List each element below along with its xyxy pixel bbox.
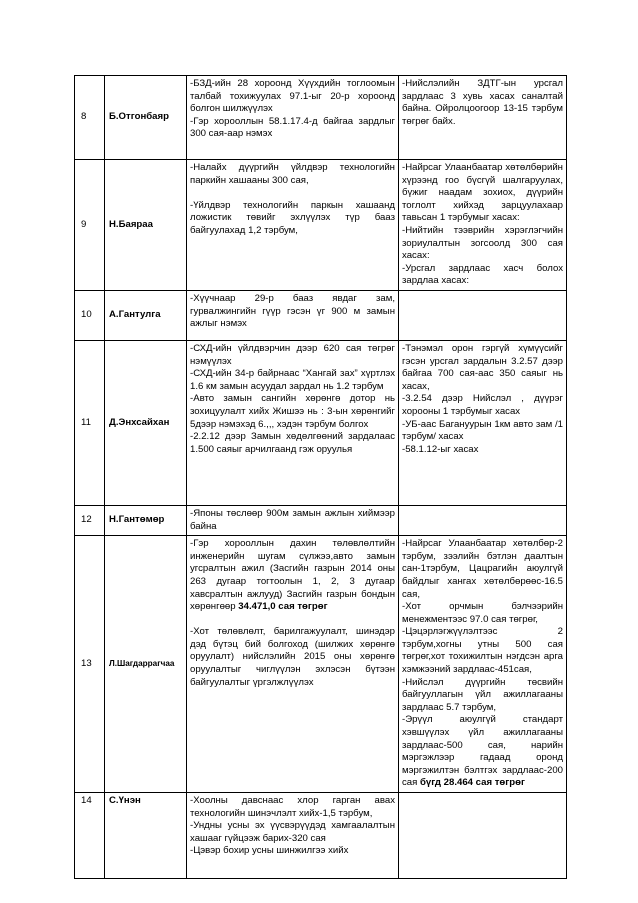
proposal-line: -БЗД-ийн 28 хороонд Хүүхдийн тоглоомын талбай тохижуулах 97.1-ыг 20-р хороонд болгон шилжүүлэх — [190, 78, 395, 115]
proposal-line — [190, 538, 395, 614]
proposal-line: -58.1.12-ыг хасах — [402, 443, 479, 455]
proposal-line: -Налайх дүүргийн үйлдвэр технологийн паркийн хашааны 300 сая, — [190, 162, 395, 186]
proposal-line: -Ундны усны эх үүсвэрүүдэд хамгаалалтын хашааг гүйцээж барих-320 сая — [190, 820, 395, 844]
proposal-add-cell — [187, 505, 399, 535]
proposal-line: -УБ-аас Багануурын 1км авто зам /1 тэрбум/ хасах — [402, 418, 563, 443]
row-number: 11 — [75, 340, 105, 505]
row-number: 10 — [75, 290, 105, 340]
proposal-line: -Найрсаг Улаанбаатар хөтөлбөр-2 тэрбум, зээлийн бэтлэн даалтын сан-1тэрбум, Цацрагийн аюулгүй байдлыг хангах хөтөлбөрөөс-16.5 сая, — [402, 538, 563, 600]
proposal-line: -Авто замын сангийн хөрөнгө дотор нь зохицуулалт хийх Жишээ нь : 3-ын хөрөнгийг 5дээр нэмэхэд 6.,,, хэдэн тэрбум болгох — [190, 393, 395, 430]
proposal-cut-cell — [399, 340, 567, 505]
proposal-cut-cell — [399, 290, 567, 340]
proposal-line: -Японы төслөөр 900м замын ажлын хиймээр байна — [190, 507, 395, 532]
proposal-add-cell — [187, 536, 399, 793]
total-amount: бүгд 28.464 сая төгрөг — [420, 777, 525, 789]
proposal-line: -Нийтийн тээврийн хэрэглэгчийн зориулалтын зогсоолд 300 сая хасах: — [402, 224, 563, 262]
proposal-cut-cell — [399, 793, 567, 879]
proposal-add-cell — [187, 76, 399, 160]
table-row — [75, 793, 567, 879]
proposal-add-cell — [187, 160, 399, 291]
proposal-add-cell — [187, 793, 399, 879]
proposal-line: -Үйлдвэр технологийн паркын хашаанд ложистик төвийг эхлүүлэх түр бааз байгуулахад 1,2 тэрбум, — [190, 199, 395, 236]
bond-amount: 34.471,0 сая төгрөг — [238, 601, 328, 613]
proposal-line: -3.2.54 дээр Нийслэл , дүүрэг хорооны 1 тэрбумыг хасах — [402, 393, 563, 417]
blank-line — [190, 187, 395, 200]
proposal-line: -Хот орчмын бэлчээрийн менежментээс 97.0 сая төгрөг, — [402, 601, 563, 625]
table-row — [75, 505, 567, 535]
proposal-line: -Урсгал зардлаас хасч болох зардлаа хасах: — [402, 262, 563, 287]
proposal-line: -Тэнэмэл орон гэргүй хүмүүсийг гэсэн урсгал зардалын 3.2.57 дээр байгаа 700 сая-аас 350 саяыг нь хасах, — [402, 342, 563, 392]
row-number: 14 — [75, 793, 105, 879]
proposal-add-cell — [187, 340, 399, 505]
member-name: Н.Баяраа — [105, 160, 187, 291]
proposal-line: -Нийслэлийн ЗДТГ-ын урсгал зардлаас 3 хувь хасах саналтай байна. Ойролцоогоор 13-15 тэрбум төгрөг байх. — [402, 78, 563, 127]
proposal-line: -Нийслэл дүүргийн төсвийн байгууллагын үйл ажиллагааны зардлаас 5.7 тэрбум, — [402, 676, 563, 713]
table-row — [75, 160, 567, 291]
table-row — [75, 340, 567, 505]
table-row — [75, 76, 567, 160]
member-name: А.Гантулга — [105, 290, 187, 340]
proposal-text: -Эрүүл аюулгүй стандарт хэвшүүлэх үйл ажиллагааны зардлаас-500 сая, нарийн мэргэжлээр гадаад оронд мэргэжилтэн бэлтгэх зардлаас-200 сая — [402, 714, 563, 789]
proposal-cut-cell — [399, 536, 567, 793]
proposal-text: -Гэр хорооллын дахин төлөвлөлтийн инженерийн шугам сүлжээ,авто замын угсралтын ажил (Засгийн газрын 2014 оны 263 дугаар тогтоолын 1, 2, 3 дугаар хавсралтын ажлууд) Засгийн газрын бондын хөрөнгөөр — [190, 538, 395, 613]
proposal-line: -Цэвэр бохир усны шинжилгээ хийх — [190, 845, 349, 857]
proposal-line — [402, 714, 563, 790]
row-number: 12 — [75, 505, 105, 535]
table-row — [75, 536, 567, 793]
proposal-cut-cell — [399, 160, 567, 291]
proposal-line: -СХД-ийн үйлдвэрчин дээр 620 сая төгрөг нэмүүлэх — [190, 342, 395, 367]
row-number: 9 — [75, 160, 105, 291]
proposal-line: -2.2.12 дээр Замын хөдөлгөөний зардалаас 1.500 саяыг арчилгаанд гэж оруулья — [190, 431, 395, 455]
row-number: 8 — [75, 76, 105, 160]
proposal-line: -Хүүчнаар 29-р бааз явдаг зам, гурвалжингийн гүүр гэсэн үг 900 м замын ажлыг нэмэх — [190, 292, 395, 330]
proposal-line: -Хоолны давснаас хлор гарган авах технологийн шинэчлэлт хийх-1,5 тэрбум, — [190, 795, 395, 819]
proposal-line: -Гэр хорооллын 58.1.17.4-д байгаа зардлыг 300 сая-аар нэмэх — [190, 115, 395, 140]
member-name: Б.Отгонбаяр — [105, 76, 187, 160]
member-name: Л.Шагдаррагчаа — [105, 536, 187, 793]
proposal-line: -Найрсаг Улаанбаатар хөтөлбөрийн хүрээнд гоо бүсгүй шалгаруулах, бүжиг наадам зохиох, дүүрийн тоглолт хийхэд зарцуулахаар тавьсан 1 тэрбумыг хасах: — [402, 162, 563, 224]
member-name: Н.Гантөмөр — [105, 505, 187, 535]
proposal-cut-cell — [399, 505, 567, 535]
proposal-line: -Хот төлөвлөлт, барилгажуулалт, шинэдэр дэд бүтэц бий болгоход (шилжих хөрөнгө оруулалт) нийслэлийн 2015 оны хөрөнгө оруулалтыг чиглүүлэн эхлэсэн бүтээн байгуулалтыг үргэлжлүүлэх — [190, 626, 395, 688]
row-number: 13 — [75, 536, 105, 793]
proposal-line: -СХД-ийн 34-р байрнаас “Хангай зах” хүртлэх 1.6 км замын асуудал зардал нь 1.2 тэрбум — [190, 368, 395, 392]
proposals-table — [74, 75, 567, 879]
proposal-line: -Цэцэрлэгжүүлэлтээс 2 тэрбум,хогны утны 500 сая төгрөг,хот тохижилтын нэгдсэн арга хэмжээний зардлаас-451сая, — [402, 626, 563, 676]
blank-line — [190, 614, 395, 627]
proposal-cut-cell — [399, 76, 567, 160]
member-name: С.Үнэн — [105, 793, 187, 879]
member-name: Д.Энхсайхан — [105, 340, 187, 505]
proposal-add-cell — [187, 290, 399, 340]
table-row — [75, 290, 567, 340]
